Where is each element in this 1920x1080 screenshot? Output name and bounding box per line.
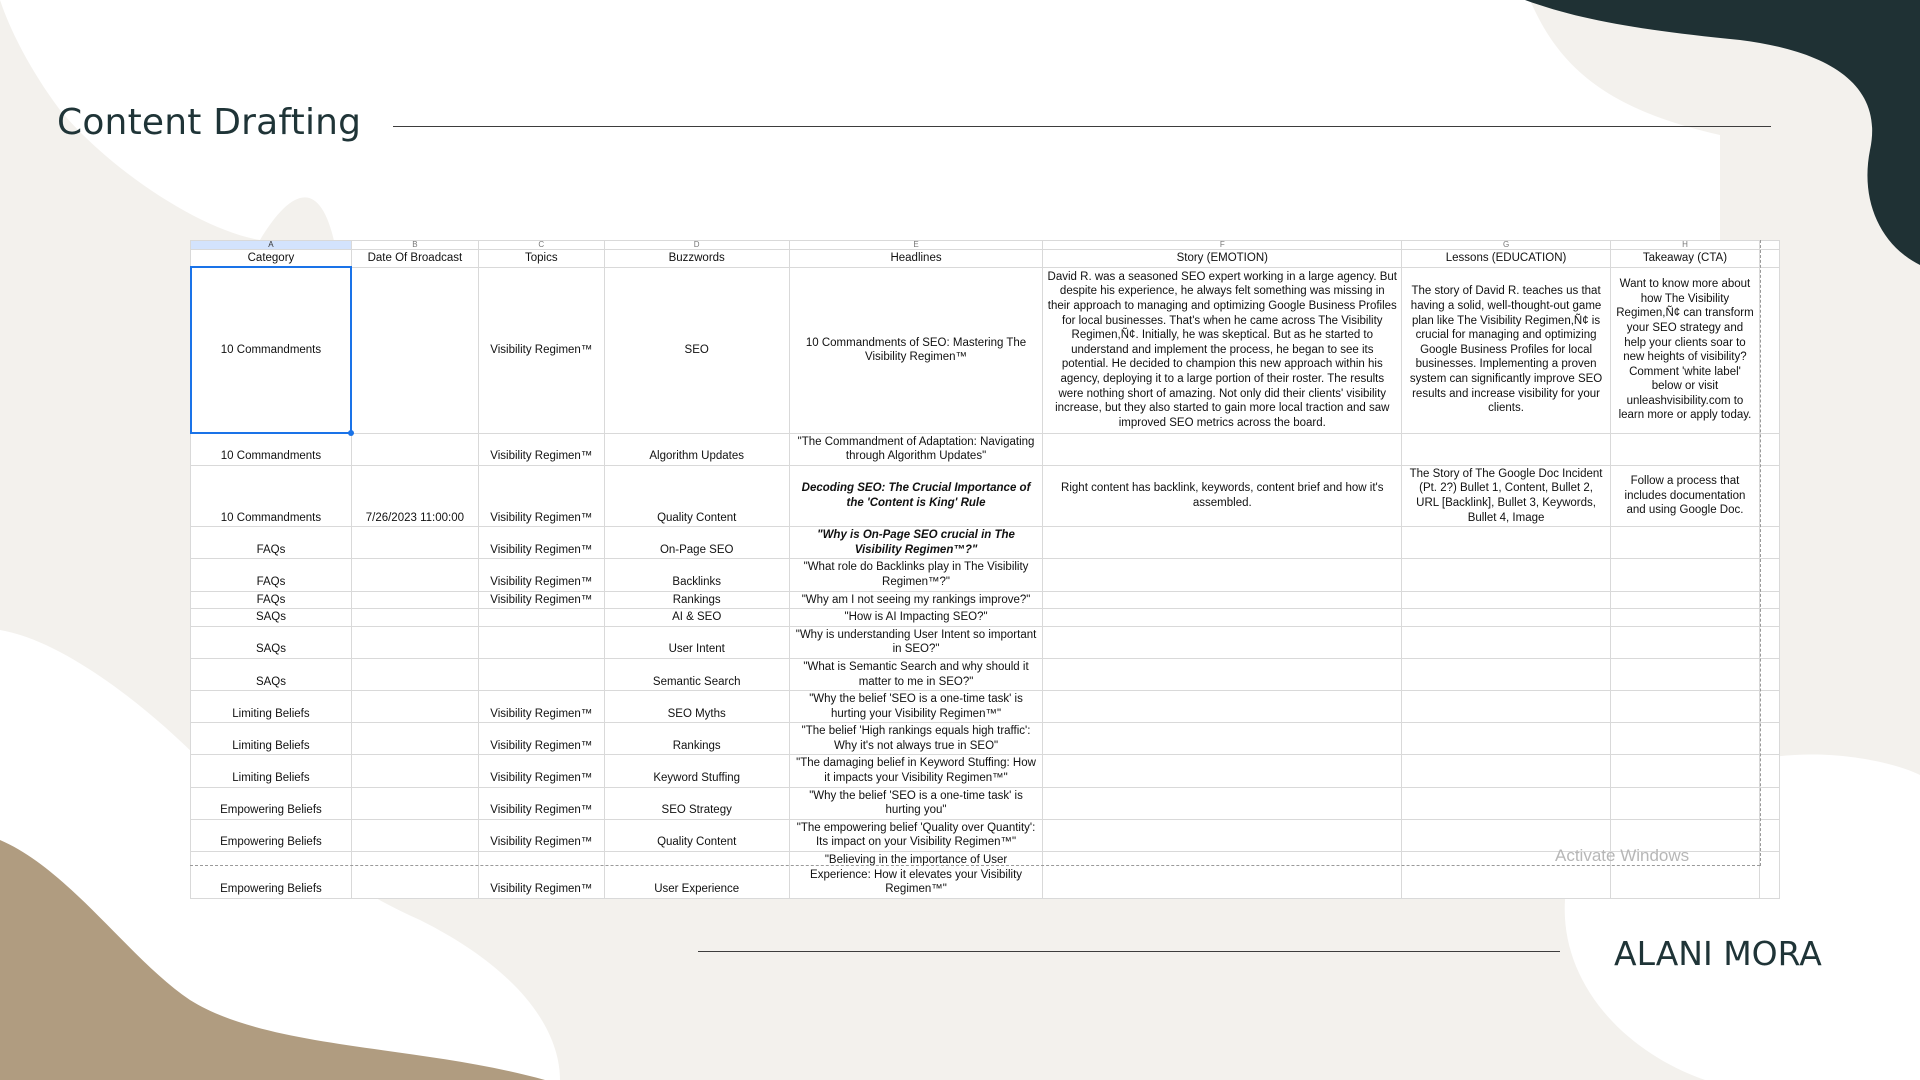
column-letter-c[interactable]: C xyxy=(478,241,604,250)
cell-lesson[interactable] xyxy=(1402,527,1611,559)
cell-headline[interactable]: "Believing in the importance of User Experience: How it elevates your Visibility Regimen™" xyxy=(789,852,1043,899)
cell-topic[interactable]: Visibility Regimen™ xyxy=(478,723,604,755)
empty-cell[interactable] xyxy=(1759,626,1779,658)
empty-cell[interactable] xyxy=(1759,691,1779,723)
cell-topic[interactable]: Visibility Regimen™ xyxy=(478,691,604,723)
empty-cell[interactable] xyxy=(1759,250,1779,268)
header-row xyxy=(191,250,1780,268)
empty-cell[interactable] xyxy=(1759,465,1779,526)
spreadsheet[interactable] xyxy=(190,240,1780,896)
cell-lesson[interactable]: The Story of The Google Doc Incident (Pt. 2?) Bullet 1, Content, Bullet 2, URL [Backlink], Bullet 3, Keywords, Bullet 4, Image xyxy=(1402,465,1611,526)
cell-story[interactable]: David R. was a seasoned SEO expert working in a large agency. But despite his experience, he always felt something was missing in their approach to managing and optimizing Google Business Profiles for local businesses. That's when he came across The Visibility Regimen,Ñ¢. Initially, he was skeptical. But as he started to understand and implement the process, he began to see its potential. He decided to champion this new approach within his agency, deploying it to a large portion of their roster. The results were nothing short of amazing. Not only did their clients' visibility increase, but they also started to gain more local traction and saw improved SEO metrics across the board. xyxy=(1043,267,1402,433)
cell-buzzword[interactable]: Quality Content xyxy=(604,819,789,851)
cell-lesson[interactable] xyxy=(1402,658,1611,690)
cell-headline[interactable]: "Why am I not seeing my rankings improve?" xyxy=(789,591,1043,609)
cell-date[interactable] xyxy=(351,658,478,690)
cell-lesson[interactable] xyxy=(1402,723,1611,755)
cell-topic[interactable]: Visibility Regimen™ xyxy=(478,559,604,591)
cell-topic[interactable] xyxy=(478,609,604,627)
table-row xyxy=(191,465,1780,526)
table-row xyxy=(191,609,1780,627)
cell-topic[interactable]: Visibility Regimen™ xyxy=(478,819,604,851)
cell-date[interactable]: 7/26/2023 11:00:00 xyxy=(351,465,478,526)
table-row xyxy=(191,658,1780,690)
empty-cell[interactable] xyxy=(1759,591,1779,609)
column-letters-row xyxy=(191,241,1780,250)
cell-buzzword[interactable]: Rankings xyxy=(604,591,789,609)
cell-category[interactable]: SAQs xyxy=(191,609,352,627)
cell-story[interactable] xyxy=(1043,787,1402,819)
header-takeaway[interactable]: Takeaway (CTA) xyxy=(1610,250,1759,268)
cell-date[interactable] xyxy=(351,819,478,851)
empty-cell[interactable] xyxy=(1759,559,1779,591)
slide-title: Content Drafting xyxy=(57,102,362,143)
header-category[interactable]: Category xyxy=(191,250,352,268)
page-break-vertical xyxy=(1760,240,1761,866)
cell-story[interactable] xyxy=(1043,723,1402,755)
table-row xyxy=(191,433,1780,465)
cell-story[interactable] xyxy=(1043,626,1402,658)
cell-date[interactable] xyxy=(351,787,478,819)
cell-story[interactable] xyxy=(1043,527,1402,559)
cell-takeaway[interactable] xyxy=(1610,527,1759,559)
column-letter-g[interactable]: G xyxy=(1402,241,1611,250)
author-name: ALANI MORA xyxy=(1614,934,1822,973)
cell-lesson[interactable]: The story of David R. teaches us that having a solid, well-thought-out game plan like The Visibility Regimen,Ñ¢ is crucial for managing and optimizing Google Business Profiles for local businesses. Implementing a proven system can significantly improve SEO results and increase visibility for your clients. xyxy=(1402,267,1611,433)
cell-buzzword[interactable]: User Intent xyxy=(604,626,789,658)
cell-buzzword[interactable]: Semantic Search xyxy=(604,658,789,690)
cell-buzzword[interactable]: On-Page SEO xyxy=(604,527,789,559)
cell-headline[interactable]: "Why is On-Page SEO crucial in The Visibility Regimen™?" xyxy=(789,527,1043,559)
empty-cell[interactable] xyxy=(1759,787,1779,819)
cell-category[interactable]: 10 Commandments xyxy=(191,465,352,526)
cell-topic[interactable]: Visibility Regimen™ xyxy=(478,433,604,465)
footer-divider xyxy=(698,951,1560,952)
header-headlines[interactable]: Headlines xyxy=(789,250,1043,268)
cell-date[interactable] xyxy=(351,626,478,658)
empty-cell[interactable] xyxy=(1759,527,1779,559)
cell-lesson[interactable] xyxy=(1402,787,1611,819)
cell-lesson[interactable] xyxy=(1402,609,1611,627)
content-table xyxy=(190,240,1780,899)
cell-takeaway[interactable]: Want to know more about how The Visibility Regimen,Ñ¢ can transform your SEO strategy and help your clients soar to new heights of visibility? Comment 'white label' below or visit unleashvisibility.com to learn more or apply today. xyxy=(1610,267,1759,433)
cell-headline[interactable]: "Why the belief 'SEO is a one-time task' is hurting your Visibility Regimen™" xyxy=(789,691,1043,723)
cell-takeaway[interactable] xyxy=(1610,691,1759,723)
cell-lesson[interactable] xyxy=(1402,591,1611,609)
cell-headline[interactable]: "What role do Backlinks play in The Visibility Regimen™?" xyxy=(789,559,1043,591)
table-row xyxy=(191,787,1780,819)
cell-lesson[interactable] xyxy=(1402,626,1611,658)
cell-takeaway[interactable]: Follow a process that includes documentation and using Google Doc. xyxy=(1610,465,1759,526)
cell-date[interactable] xyxy=(351,433,478,465)
cell-story[interactable] xyxy=(1043,658,1402,690)
cell-date[interactable] xyxy=(351,852,478,899)
cell-topic[interactable]: Visibility Regimen™ xyxy=(478,755,604,787)
table-row xyxy=(191,626,1780,658)
cell-takeaway[interactable] xyxy=(1610,658,1759,690)
cell-lesson[interactable] xyxy=(1402,691,1611,723)
cell-date[interactable] xyxy=(351,723,478,755)
header-lessons[interactable]: Lessons (EDUCATION) xyxy=(1402,250,1611,268)
cell-category[interactable] xyxy=(191,267,352,433)
cell-takeaway[interactable] xyxy=(1610,433,1759,465)
column-letter-b[interactable]: B xyxy=(351,241,478,250)
cell-story[interactable] xyxy=(1043,852,1402,899)
table-row xyxy=(191,559,1780,591)
cell-category[interactable]: Empowering Beliefs xyxy=(191,852,352,899)
empty-cell[interactable] xyxy=(1759,609,1779,627)
cell-date[interactable] xyxy=(351,755,478,787)
table-row xyxy=(191,691,1780,723)
cell-story[interactable] xyxy=(1043,433,1402,465)
table-row xyxy=(191,852,1780,899)
cell-takeaway[interactable] xyxy=(1610,609,1759,627)
column-letter-extra xyxy=(1759,241,1779,250)
cell-category[interactable]: Empowering Beliefs xyxy=(191,819,352,851)
empty-cell[interactable] xyxy=(1759,723,1779,755)
cell-takeaway[interactable] xyxy=(1610,591,1759,609)
cell-takeaway[interactable] xyxy=(1610,626,1759,658)
empty-cell[interactable] xyxy=(1759,819,1779,851)
cell-story[interactable] xyxy=(1043,691,1402,723)
empty-cell[interactable] xyxy=(1759,433,1779,465)
cell-takeaway[interactable] xyxy=(1610,723,1759,755)
empty-cell[interactable] xyxy=(1759,755,1779,787)
cell-buzzword[interactable]: SEO xyxy=(604,267,789,433)
cell-category[interactable]: FAQs xyxy=(191,591,352,609)
column-letter-h[interactable]: H xyxy=(1610,241,1759,250)
cell-story[interactable] xyxy=(1043,609,1402,627)
cell-category[interactable]: SAQs xyxy=(191,658,352,690)
cell-buzzword[interactable]: Keyword Stuffing xyxy=(604,755,789,787)
cell-topic[interactable]: Visibility Regimen™ xyxy=(478,527,604,559)
cell-category[interactable]: Limiting Beliefs xyxy=(191,755,352,787)
cell-lesson[interactable] xyxy=(1402,559,1611,591)
cell-category[interactable]: FAQs xyxy=(191,527,352,559)
cell-date[interactable] xyxy=(351,691,478,723)
empty-cell[interactable] xyxy=(1759,852,1779,899)
cell-category[interactable]: Limiting Beliefs xyxy=(191,691,352,723)
cell-buzzword[interactable]: SEO Myths xyxy=(604,691,789,723)
table-row xyxy=(191,267,1780,433)
cell-buzzword[interactable]: User Experience xyxy=(604,852,789,899)
cell-headline[interactable]: "Why the belief 'SEO is a one-time task' is hurting you" xyxy=(789,787,1043,819)
cell-takeaway[interactable] xyxy=(1610,559,1759,591)
header-date[interactable]: Date Of Broadcast xyxy=(351,250,478,268)
cell-topic[interactable] xyxy=(478,626,604,658)
cell-topic[interactable]: Visibility Regimen™ xyxy=(478,465,604,526)
cell-category[interactable]: Empowering Beliefs xyxy=(191,787,352,819)
fill-handle[interactable] xyxy=(348,430,354,436)
header-topics[interactable]: Topics xyxy=(478,250,604,268)
column-letter-e[interactable]: E xyxy=(789,241,1043,250)
page-break-horizontal xyxy=(190,865,1760,866)
empty-cell[interactable] xyxy=(1759,658,1779,690)
cell-headline[interactable]: Decoding SEO: The Crucial Importance of the 'Content is King' Rule xyxy=(789,465,1043,526)
cell-takeaway[interactable] xyxy=(1610,787,1759,819)
cell-buzzword[interactable]: Quality Content xyxy=(604,465,789,526)
cell-category[interactable]: Limiting Beliefs xyxy=(191,723,352,755)
cell-headline[interactable]: "The empowering belief 'Quality over Quantity': Its impact on your Visibility Regimen™" xyxy=(789,819,1043,851)
activate-windows-watermark: Activate Windows xyxy=(1555,846,1690,865)
table-row xyxy=(191,723,1780,755)
column-letter-d[interactable]: D xyxy=(604,241,789,250)
cell-headline[interactable]: "How is AI Impacting SEO?" xyxy=(789,609,1043,627)
table-row xyxy=(191,591,1780,609)
cell-headline[interactable]: "The Commandment of Adaptation: Navigating through Algorithm Updates" xyxy=(789,433,1043,465)
cell-story[interactable] xyxy=(1043,559,1402,591)
header-story[interactable]: Story (EMOTION) xyxy=(1043,250,1402,268)
cell-buzzword[interactable]: AI & SEO xyxy=(604,609,789,627)
empty-cell[interactable] xyxy=(1759,267,1779,433)
cell-headline[interactable]: "The belief 'High rankings equals high traffic': Why it's not always true in SEO" xyxy=(789,723,1043,755)
cell-topic[interactable]: Visibility Regimen™ xyxy=(478,591,604,609)
cell-date[interactable] xyxy=(351,591,478,609)
cell-story[interactable] xyxy=(1043,591,1402,609)
cell-story[interactable] xyxy=(1043,819,1402,851)
table-row xyxy=(191,819,1780,851)
cell-buzzword[interactable]: Backlinks xyxy=(604,559,789,591)
cell-takeaway[interactable] xyxy=(1610,755,1759,787)
cell-buzzword[interactable]: Algorithm Updates xyxy=(604,433,789,465)
table-row xyxy=(191,527,1780,559)
cell-headline[interactable]: 10 Commandments of SEO: Mastering The Visibility Regimen™ xyxy=(789,267,1043,433)
column-letter-a[interactable]: A xyxy=(191,241,352,250)
cell-headline[interactable]: "What is Semantic Search and why should it matter to me in SEO?" xyxy=(789,658,1043,690)
cell-lesson[interactable] xyxy=(1402,433,1611,465)
cell-story[interactable]: Right content has backlink, keywords, content brief and how it's assembled. xyxy=(1043,465,1402,526)
cell-lesson[interactable] xyxy=(1402,755,1611,787)
cell-headline[interactable]: "The damaging belief in Keyword Stuffing: How it impacts your Visibility Regimen™" xyxy=(789,755,1043,787)
table-row xyxy=(191,755,1780,787)
cell-date[interactable] xyxy=(351,527,478,559)
cell-text: 10 Commandments xyxy=(220,343,322,356)
cell-topic[interactable]: Visibility Regimen™ xyxy=(478,267,604,433)
cell-headline[interactable]: "Why is understanding User Intent so important in SEO?" xyxy=(789,626,1043,658)
column-letter-f[interactable]: F xyxy=(1043,241,1402,250)
cell-category[interactable]: FAQs xyxy=(191,559,352,591)
cell-category[interactable]: 10 Commandments xyxy=(191,433,352,465)
cell-date[interactable] xyxy=(351,609,478,627)
cell-date[interactable] xyxy=(351,267,478,433)
cell-category[interactable]: SAQs xyxy=(191,626,352,658)
cell-date[interactable] xyxy=(351,559,478,591)
cell-topic[interactable]: Visibility Regimen™ xyxy=(478,852,604,899)
cell-topic[interactable]: Visibility Regimen™ xyxy=(478,787,604,819)
cell-story[interactable] xyxy=(1043,755,1402,787)
cell-topic[interactable] xyxy=(478,658,604,690)
cell-buzzword[interactable]: SEO Strategy xyxy=(604,787,789,819)
cell-buzzword[interactable]: Rankings xyxy=(604,723,789,755)
title-divider xyxy=(393,126,1771,127)
header-buzzwords[interactable]: Buzzwords xyxy=(604,250,789,268)
